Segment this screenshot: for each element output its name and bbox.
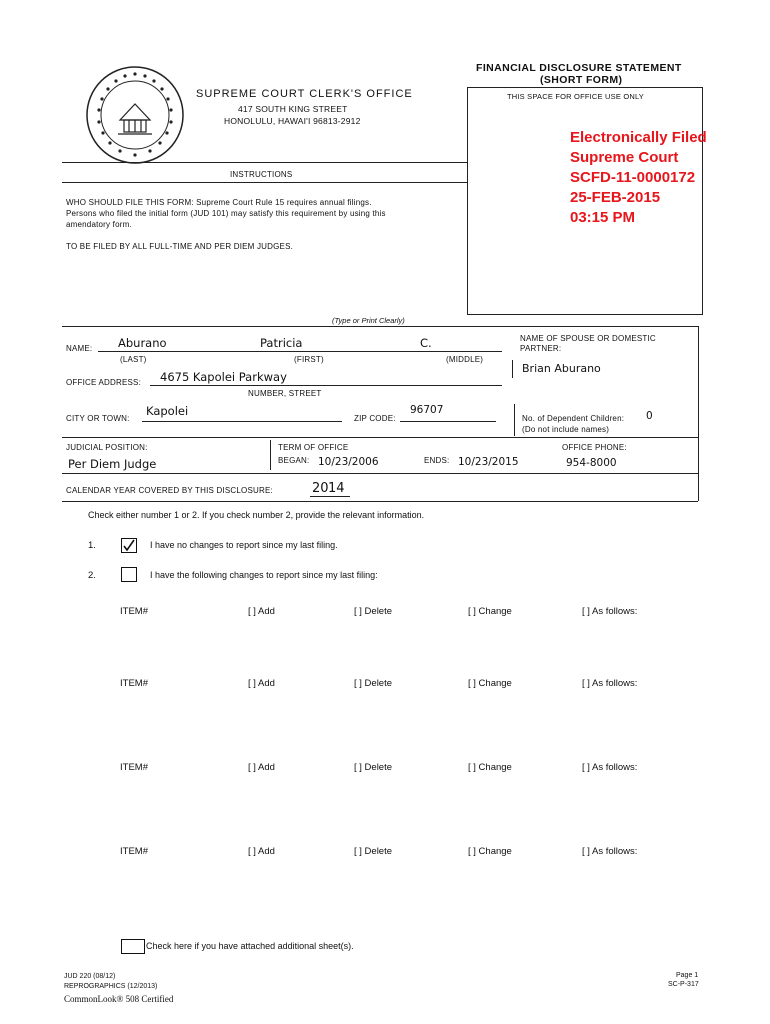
city-line: [142, 421, 342, 422]
instructions-para2: TO BE FILED BY ALL FULL-TIME AND PER DIEM JUDGES.: [66, 242, 294, 251]
instructions-para1-line3: amendatory form.: [66, 220, 132, 229]
item-row-2-delete[interactable]: [ ] Delete: [354, 678, 393, 689]
item-row-2-label: ITEM#: [120, 678, 148, 689]
calendar-rule-top: [62, 473, 698, 474]
name-line: [98, 351, 502, 352]
spouse-label-line2: PARTNER:: [520, 344, 562, 353]
middle-name-value[interactable]: C.: [420, 336, 432, 350]
last-name-value[interactable]: Aburano: [118, 336, 167, 350]
began-label: BEGAN:: [278, 456, 310, 465]
item-row-3-add[interactable]: [ ] Add: [248, 762, 275, 773]
began-value[interactable]: 10/23/2006: [318, 456, 379, 468]
option1-text: I have no changes to report since my last filing.: [150, 540, 338, 550]
judicial-position-value[interactable]: Per Diem Judge: [68, 457, 157, 471]
calendar-year-value[interactable]: 14: [328, 481, 345, 496]
dependents-value[interactable]: 0: [646, 410, 653, 422]
item-row-3-change[interactable]: [ ] Change: [468, 762, 512, 773]
office-phone-label: OFFICE PHONE:: [562, 443, 627, 452]
filing-stamp-line1: Electronically Filed: [570, 129, 707, 146]
filing-stamp-line3: SCFD-11-0000172: [570, 169, 696, 186]
item-row-1-add[interactable]: [ ] Add: [248, 606, 275, 617]
item-row-1-change[interactable]: [ ] Change: [468, 606, 512, 617]
filing-stamp-line4: 25-FEB-2015: [570, 189, 661, 206]
term-divider: [270, 440, 271, 470]
zip-value[interactable]: 96707: [410, 404, 444, 416]
form-title: FINANCIAL DISCLOSURE STATEMENT: [476, 62, 682, 74]
footer-certification: CommonLook® 508 Certified: [64, 994, 174, 1004]
item-row-4-change[interactable]: [ ] Change: [468, 846, 512, 857]
instructions-heading-rule: [62, 182, 467, 183]
office-address-line: [150, 385, 502, 386]
zip-line: [400, 421, 496, 422]
office-use-label: THIS SPACE FOR OFFICE USE ONLY: [507, 92, 644, 101]
first-caption: (FIRST): [294, 355, 324, 364]
dependents-divider: [514, 404, 515, 436]
filing-stamp-line2: Supreme Court: [570, 149, 679, 166]
calendar-rule-bottom: [62, 501, 698, 502]
instructions-para1-line1: WHO SHOULD FILE THIS FORM: Supreme Court Rule 15 requires annual filings.: [66, 198, 372, 207]
option2-text: I have the following changes to report since my last filing:: [150, 570, 378, 580]
options-instruction: Check either number 1 or 2. If you check number 2, provide the relevant information.: [88, 510, 425, 520]
option2-checkbox[interactable]: [121, 567, 137, 582]
instructions-heading: INSTRUCTIONS: [230, 170, 293, 179]
number-street-caption: NUMBER, STREET: [248, 389, 322, 398]
item-row-4-add[interactable]: [ ] Add: [248, 846, 275, 857]
item-row-2-as-follows[interactable]: [ ] As follows:: [582, 678, 638, 689]
section-rule-top: [62, 326, 698, 327]
item-row-3-label: ITEM#: [120, 762, 148, 773]
first-name-value[interactable]: Patricia: [260, 336, 303, 350]
office-address-label: OFFICE ADDRESS:: [66, 378, 142, 387]
form-subtitle: (SHORT FORM): [540, 74, 623, 86]
option2-number: 2.: [88, 570, 96, 581]
item-row-4-delete[interactable]: [ ] Delete: [354, 846, 393, 857]
footer-reprographics: REPROGRAPHICS (12/2013): [64, 983, 158, 990]
zip-label: ZIP CODE:: [354, 414, 396, 423]
attached-sheets-text: Check here if you have attached additional sheet(s).: [146, 941, 354, 951]
ends-label: ENDS:: [424, 456, 450, 465]
spouse-label-line1: NAME OF SPOUSE OR DOMESTIC: [520, 334, 656, 343]
footer-page-number: Page 1: [676, 972, 699, 979]
calendar-year-label: CALENDAR YEAR COVERED BY THIS DISCLOSURE:: [66, 486, 273, 495]
office-address-value[interactable]: 4675 Kapolei Parkway: [160, 370, 287, 384]
item-row-2-change[interactable]: [ ] Change: [468, 678, 512, 689]
item-row-3-as-follows[interactable]: [ ] As follows:: [582, 762, 638, 773]
office-address-line2: HONOLULU, HAWAI'I 96813-2912: [224, 116, 361, 126]
spouse-value[interactable]: Brian Aburano: [522, 362, 601, 375]
court-seal: [84, 64, 186, 166]
form-right-border: [698, 326, 699, 501]
item-row-4-label: ITEM#: [120, 846, 148, 857]
footer-page-code: SC-P-317: [668, 981, 699, 988]
last-caption: (LAST): [120, 355, 147, 364]
instructions-top-rule: [62, 162, 467, 163]
judicial-position-label: JUDICIAL POSITION:: [66, 443, 148, 452]
item-row-3-delete[interactable]: [ ] Delete: [354, 762, 393, 773]
option1-checkbox[interactable]: [121, 538, 137, 553]
item-row-4-as-follows[interactable]: [ ] As follows:: [582, 846, 638, 857]
item-row-1-as-follows[interactable]: [ ] As follows:: [582, 606, 638, 617]
city-label: CITY OR TOWN:: [66, 414, 130, 423]
office-phone-value[interactable]: 954-8000: [566, 457, 617, 469]
footer-form-code: JUD 220 (08/12): [64, 973, 116, 980]
checkmark-icon: [122, 539, 136, 552]
item-row-2-add[interactable]: [ ] Add: [248, 678, 275, 689]
instructions-para1-line2: Persons who filed the initial form (JUD 101) may satisfy this requirement by using this: [66, 209, 386, 218]
name-label: NAME:: [66, 344, 93, 353]
dependents-label: No. of Dependent Children:: [522, 414, 625, 423]
option1-number: 1.: [88, 540, 96, 551]
dependents-note: (Do not include names): [522, 425, 610, 434]
item-row-1-label: ITEM#: [120, 606, 148, 617]
spouse-divider: [512, 360, 513, 378]
middle-caption: (MIDDLE): [446, 355, 484, 364]
city-value[interactable]: Kapolei: [146, 404, 189, 418]
calendar-year-line: [310, 496, 350, 497]
term-label: TERM OF OFFICE: [278, 443, 349, 452]
attached-sheets-checkbox[interactable]: [121, 939, 145, 954]
office-name: SUPREME COURT CLERK'S OFFICE: [196, 88, 413, 100]
ends-value[interactable]: 10/23/2015: [458, 456, 519, 468]
position-rule: [62, 437, 698, 438]
filing-stamp-line5: 03:15 PM: [570, 209, 636, 226]
item-row-1-delete[interactable]: [ ] Delete: [354, 606, 393, 617]
type-print-note: (Type or Print Clearly): [332, 316, 405, 325]
office-address-line1: 417 SOUTH KING STREET: [238, 104, 348, 114]
calendar-year-prefix: 20: [312, 481, 329, 496]
